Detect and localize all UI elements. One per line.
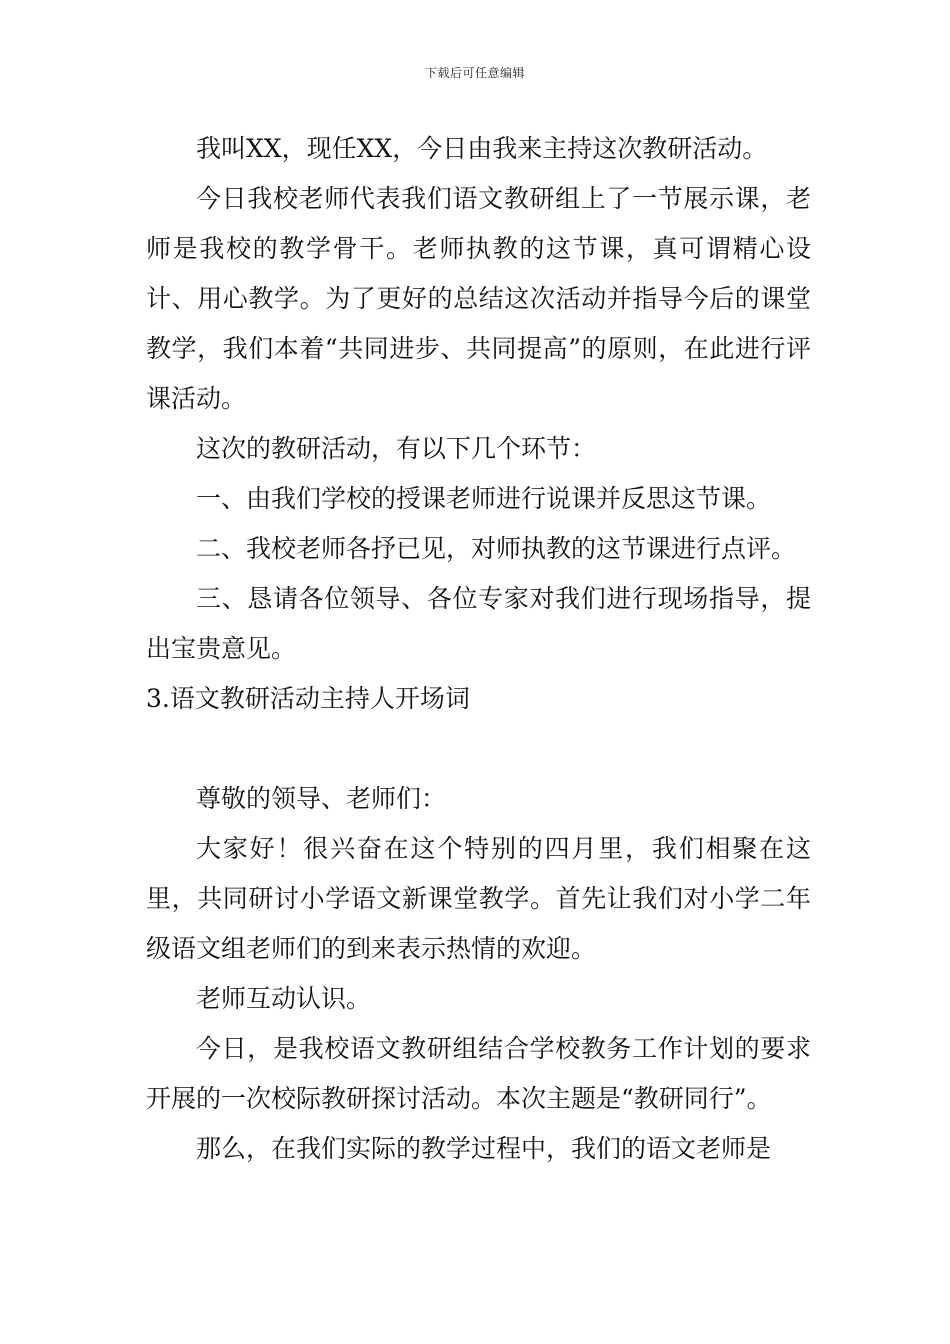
- paragraph-agenda-item-2: 二、我校老师各抒已见，对师执教的这节课进行点评。: [196, 534, 797, 563]
- paragraph-welcome: 大家好！很兴奋在这个特别的四月里，我们相聚在这里，共同研讨小学语文新课堂教学。首先让我们对小学二年级语文组老师们的到来表示热情的欢迎。: [146, 834, 811, 963]
- paragraph-interaction: 老师互动认识。: [196, 984, 372, 1013]
- document-body: [146, 124, 811, 1174]
- paragraph-continuation: 那么，在我们实际的教学过程中，我们的语文老师是: [196, 1134, 772, 1163]
- blank-line: [146, 724, 811, 774]
- paragraph-agenda-item-1: 一、由我们学校的授课老师进行说课并反思这节课。: [196, 484, 772, 513]
- page-header: 下载后可任意编辑: [424, 66, 525, 80]
- section-heading: 3.语文教研活动主持人开场词: [146, 684, 470, 713]
- paragraph-theme: 今日，是我校语文教研组结合学校教务工作计划的要求开展的一次校际教研探讨活动。本次主题是“教研同行”。: [146, 1034, 811, 1113]
- paragraph-demo-lesson: 今日我校老师代表我们语文教研组上了一节展示课，老师是我校的教学骨干。老师执教的这节课，真可谓精心设计、用心教学。为了更好的总结这次活动并指导今后的课堂教学，我们本着“共同进步、共同提高”的原则，在此进行评课活动。: [146, 184, 811, 413]
- paragraph-agenda-item-3: 三、恳请各位领导、各位专家对我们进行现场指导，提出宝贵意见。: [146, 584, 811, 663]
- paragraph-greeting: 尊敬的领导、老师们：: [196, 784, 447, 813]
- paragraph-host-intro: 我叫XX，现任XX，今日由我来主持这次教研活动。: [196, 134, 768, 163]
- paragraph-agenda-intro: 这次的教研活动，有以下几个环节：: [196, 434, 597, 463]
